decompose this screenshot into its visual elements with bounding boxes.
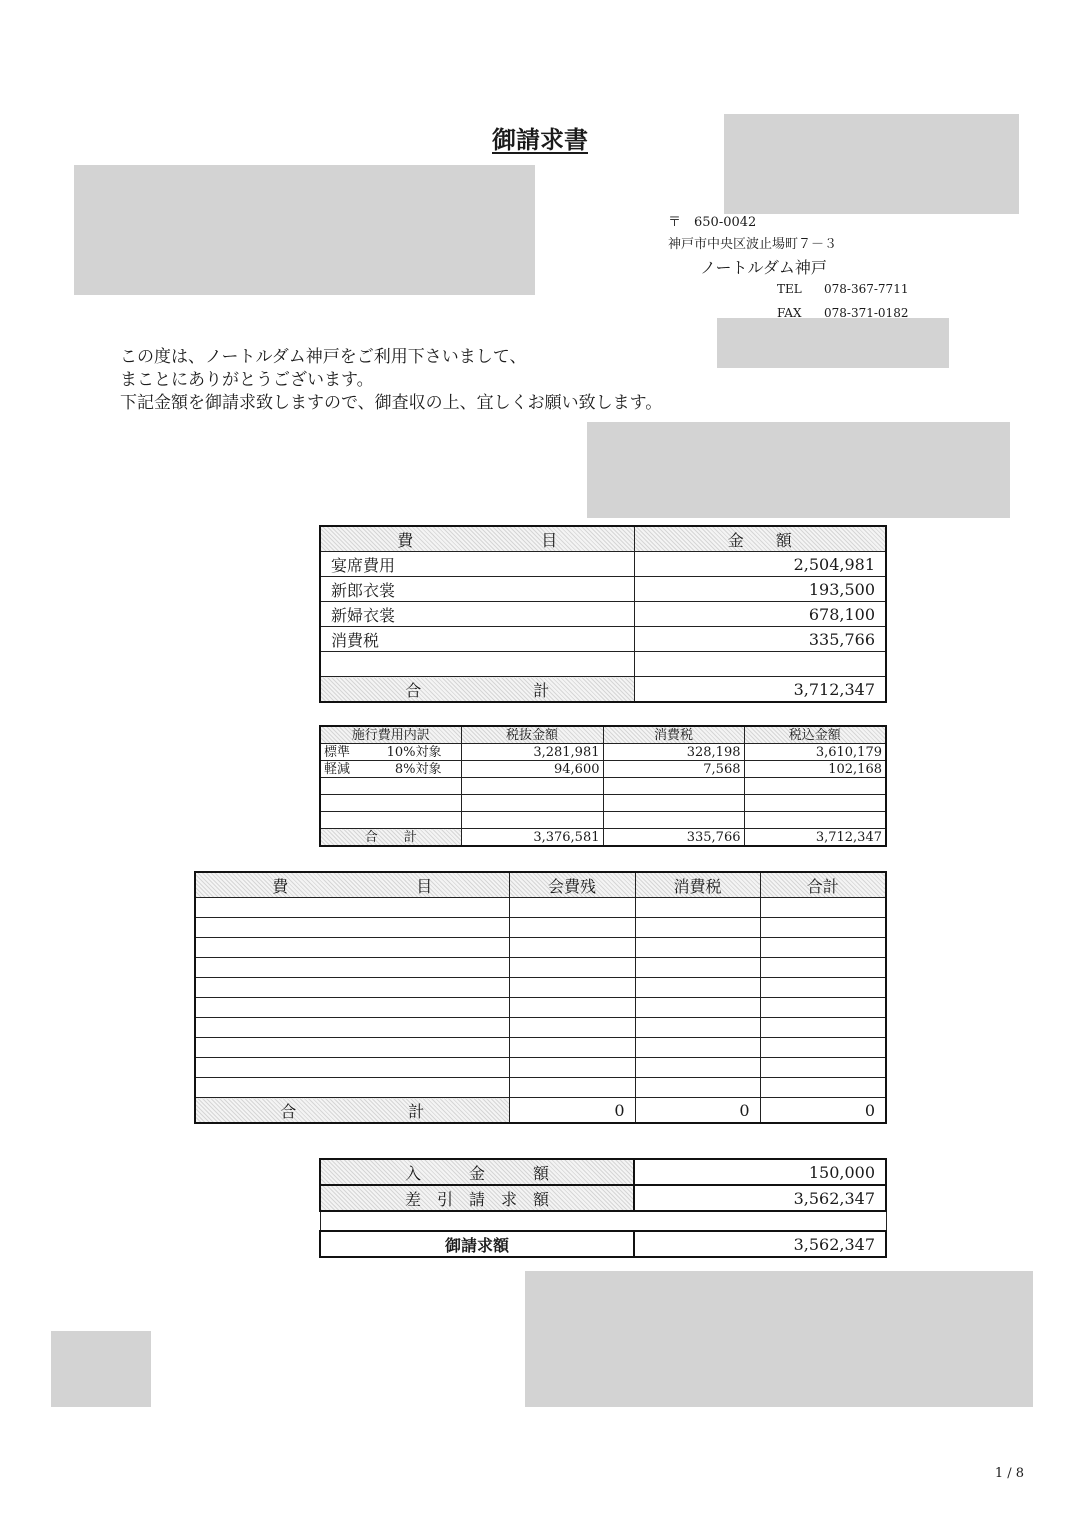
item-name [320,652,634,677]
table-cell [635,1018,760,1038]
table-row [195,1018,886,1038]
redacted-bank-block [525,1271,1033,1407]
header-tax: 消費税 [603,726,744,744]
table-cell [635,918,760,938]
table-cell [509,938,635,958]
item-amount: 2,504,981 [634,552,886,577]
amount-incl [744,812,886,829]
fee-header-row [195,872,886,898]
table-cell [195,978,509,998]
amount-excl: 3,281,981 [461,744,603,761]
tax-total-row [320,829,886,847]
table-row [195,918,886,938]
table-cell [760,1018,886,1038]
item-name: 新婦衣裳 [320,602,634,627]
table-cell [509,1078,635,1098]
table-row [320,577,886,602]
table-cell [760,938,886,958]
table-cell [509,1018,635,1038]
amount-tax: 7,568 [603,761,744,778]
header-total: 合計 [760,872,886,898]
table-cell [635,1058,760,1078]
tax-category [320,744,461,761]
table-row [320,552,886,577]
tax-category [320,778,461,795]
fee-total-row [195,1098,886,1124]
postal-code: 〒 650-0042 [668,215,757,230]
table-cell [760,1038,886,1058]
item-name: 宴席費用 [320,552,634,577]
item-name: 新郎衣裳 [320,577,634,602]
total-fee-balance: 0 [509,1098,635,1124]
total-sum: 0 [760,1098,886,1124]
table-row [320,795,886,812]
table-cell [509,898,635,918]
amount-tax [603,778,744,795]
total-amount: 3,712,347 [634,677,886,703]
tax-category [320,795,461,812]
table-cell [509,998,635,1018]
intro-line: この度は、ノートルダム神戸をご利用下さいまして、 [120,347,527,367]
table-cell [195,1038,509,1058]
amount-tax [603,795,744,812]
table-row [195,1078,886,1098]
table-cell [509,1038,635,1058]
total-incl: 3,712,347 [744,829,886,847]
table-cell [509,1058,635,1078]
table-cell [760,918,886,938]
table-cell [760,898,886,918]
tel-label: TEL [777,282,802,296]
table-row [320,761,886,778]
header-item: 費 目 [320,526,634,552]
tax-category [320,812,461,829]
table-cell [760,998,886,1018]
fax-label: FAX [777,306,802,320]
invoice-row [320,1231,886,1257]
item-amount: 193,500 [634,577,886,602]
tax-category [320,761,461,778]
tax-header-row [320,726,886,744]
balance-amount: 3,562,347 [634,1185,886,1211]
table-cell [195,898,509,918]
invoice-amount: 3,562,347 [634,1231,886,1257]
table-row [320,602,886,627]
table-cell [635,978,760,998]
table-cell [195,1078,509,1098]
table-cell [635,1078,760,1098]
amount-incl [744,795,886,812]
spacer-row [320,1211,886,1231]
amount-excl [461,778,603,795]
table-cell [195,958,509,978]
table-row [195,1038,886,1058]
header-tax: 消費税 [635,872,760,898]
tel-number: 078-367-7711 [824,282,909,296]
table-cell [509,978,635,998]
total-tax: 335,766 [603,829,744,847]
invoice-label: 御請求額 [320,1231,634,1257]
table-row [195,938,886,958]
balance-row [320,1185,886,1211]
item-amount: 335,766 [634,627,886,652]
item-name: 消費税 [320,627,634,652]
spacer-cell [320,1211,886,1231]
document-title: 御請求書 [492,126,588,154]
table-cell [760,1058,886,1078]
header-incl: 税込金額 [744,726,886,744]
amount-excl [461,795,603,812]
table-cell [760,958,886,978]
tax-type: 標準 [324,744,351,760]
deposit-row [320,1159,886,1185]
fax-number: 078-371-0182 [824,306,909,320]
company-address: 神戸市中央区波止場町７－３ [668,237,838,252]
charges-header-row [320,526,886,552]
redacted-stamp-block [717,318,949,368]
page-number: 1 / 8 [994,1466,1024,1481]
header-breakdown: 施行費用内訳 [320,726,461,744]
tax-rate: 8%対象 [394,761,442,777]
amount-incl [744,778,886,795]
table-row [195,958,886,978]
total-excl: 3,376,581 [461,829,603,847]
amount-tax: 328,198 [603,744,744,761]
header-fee-balance: 会費残 [509,872,635,898]
table-row [320,778,886,795]
redacted-recipient-block [74,165,535,295]
total-label: 合 計 [195,1098,509,1124]
table-cell [635,1038,760,1058]
item-amount: 678,100 [634,602,886,627]
table-row [320,652,886,677]
company-name: ノートルダム神戸 [700,258,827,277]
table-cell [195,918,509,938]
redacted-logo-block [724,114,1019,214]
summary-table [319,1158,887,1258]
table-row [195,1058,886,1078]
table-row [320,627,886,652]
table-cell [635,998,760,1018]
table-row [195,898,886,918]
charges-table [319,525,887,703]
table-cell [509,918,635,938]
table-row [195,978,886,998]
table-cell [509,958,635,978]
header-item: 費 目 [195,872,509,898]
header-excl: 税抜金額 [461,726,603,744]
amount-incl: 3,610,179 [744,744,886,761]
table-row [195,998,886,1018]
table-cell [760,978,886,998]
table-cell [195,1058,509,1078]
amount-tax [603,812,744,829]
deposit-label: 入 金 額 [320,1159,634,1185]
table-cell [195,1018,509,1038]
amount-incl: 102,168 [744,761,886,778]
deposit-amount: 150,000 [634,1159,886,1185]
table-cell [635,958,760,978]
table-row [320,812,886,829]
intro-line: まことにありがとうございます。 [120,370,374,390]
total-tax: 0 [635,1098,760,1124]
fee-table [194,871,887,1124]
total-label: 合 計 [320,677,634,703]
table-cell [635,898,760,918]
amount-excl [461,812,603,829]
redacted-info-block [587,422,1010,518]
table-cell [635,938,760,958]
tax-type: 軽減 [324,761,351,777]
table-row [320,744,886,761]
total-label: 合 計 [320,829,461,847]
table-cell [760,1078,886,1098]
item-amount [634,652,886,677]
tax-rate: 10%対象 [386,744,442,760]
intro-message [120,346,662,415]
redacted-small-block [51,1331,151,1407]
charges-total-row [320,677,886,703]
table-cell [195,998,509,1018]
fee-rows [195,898,886,1098]
amount-excl: 94,600 [461,761,603,778]
balance-label: 差 引 請 求 額 [320,1185,634,1211]
tax-breakdown-table [319,725,887,847]
intro-line: 下記金額を御請求致しますので、御査収の上、宜しくお願い致します。 [120,393,663,413]
header-amount: 金 額 [634,526,886,552]
table-cell [195,938,509,958]
